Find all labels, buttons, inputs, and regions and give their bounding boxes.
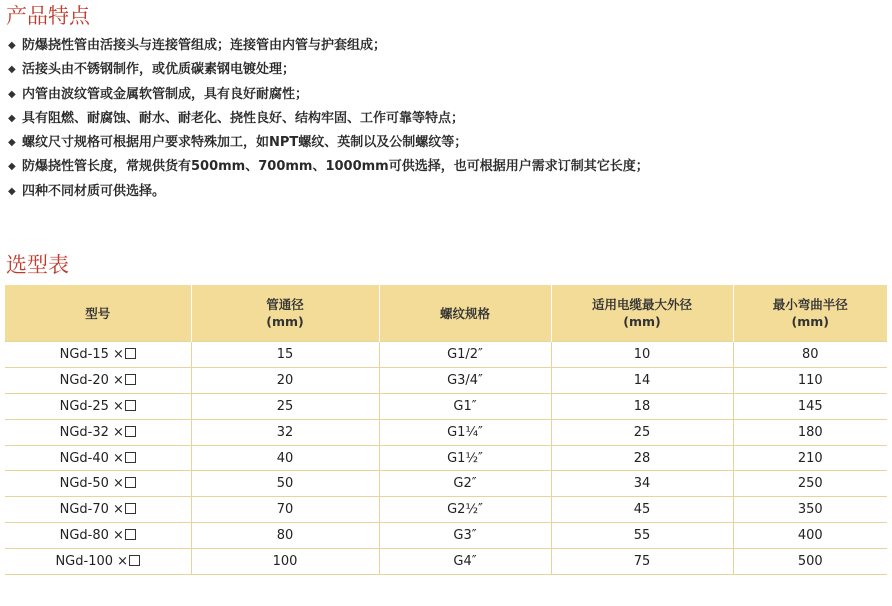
feature-text: 螺纹尺寸规格可根据用户要求特殊加工，如NPT螺纹、英制以及公制螺纹等；: [22, 135, 468, 151]
bore-cell: 70: [191, 497, 379, 523]
placeholder-box-icon: [125, 529, 136, 540]
thread-cell: G1″: [379, 393, 551, 419]
model-cell: NGd-80 ×: [5, 523, 191, 549]
feature-text: 活接头由不锈钢制作，或优质碳素钢电镀处理；: [22, 62, 296, 78]
diamond-bullet-icon: ◆: [8, 161, 16, 173]
bore-cell: 80: [191, 523, 379, 549]
model-cell: NGd-50 ×: [5, 471, 191, 497]
cable-cell: 18: [551, 393, 733, 419]
diamond-bullet-icon: ◆: [8, 64, 16, 76]
model-cell: NGd-100 ×: [5, 549, 191, 575]
radius-cell: 110: [733, 367, 887, 393]
bore-cell: 15: [191, 342, 379, 368]
selection-table: [5, 285, 887, 575]
table-row: [5, 471, 887, 497]
placeholder-box-icon: [125, 503, 136, 514]
feature-text: 防爆挠性管由活接头与连接管组成；连接管由内管与护套组成；: [22, 38, 387, 53]
feature-item: [8, 34, 649, 58]
placeholder-box-icon: [125, 426, 136, 437]
cable-cell: 34: [551, 471, 733, 497]
placeholder-box-icon: [125, 374, 136, 385]
feature-text: 具有阻燃、耐腐蚀、耐水、耐老化、挠性良好、结构牢固、工作可靠等特点；: [22, 110, 465, 126]
table-row: [5, 342, 887, 368]
bore-cell: 50: [191, 471, 379, 497]
thread-cell: G1½″: [379, 445, 551, 471]
table-row: [5, 549, 887, 575]
diamond-bullet-icon: ◆: [8, 112, 16, 124]
feature-text: 内管由波纹管或金属软管制成，具有良好耐腐性；: [22, 86, 309, 102]
table-row: [5, 367, 887, 393]
thread-cell: G3/4″: [379, 367, 551, 393]
diamond-bullet-icon: ◆: [8, 137, 16, 149]
thread-cell: G3″: [379, 523, 551, 549]
radius-cell: 350: [733, 497, 887, 523]
cable-cell: 75: [551, 549, 733, 575]
bore-cell: 25: [191, 393, 379, 419]
header-model: 型号: [5, 285, 191, 342]
diamond-bullet-icon: ◆: [8, 88, 16, 100]
table-row: [5, 523, 887, 549]
radius-cell: 80: [733, 342, 887, 368]
placeholder-box-icon: [125, 348, 136, 359]
header-cable-diameter: 适用电缆最大外径 (mm): [551, 285, 733, 342]
feature-item: [8, 58, 649, 82]
thread-cell: G2½″: [379, 497, 551, 523]
placeholder-box-icon: [129, 555, 140, 566]
placeholder-box-icon: [125, 400, 136, 411]
feature-item: [8, 155, 649, 179]
radius-cell: 500: [733, 549, 887, 575]
feature-text: 四种不同材质可供选择。: [22, 183, 166, 199]
model-cell: NGd-32 ×: [5, 419, 191, 445]
thread-cell: G4″: [379, 549, 551, 575]
thread-cell: G1¼″: [379, 419, 551, 445]
feature-item: [8, 180, 649, 204]
bore-cell: 100: [191, 549, 379, 575]
radius-cell: 400: [733, 523, 887, 549]
placeholder-box-icon: [125, 477, 136, 488]
cable-cell: 25: [551, 419, 733, 445]
cable-cell: 10: [551, 342, 733, 368]
radius-cell: 250: [733, 471, 887, 497]
features-heading: 产品特点: [6, 4, 90, 28]
selection-table-heading: 选型表: [6, 253, 69, 277]
thread-cell: G1/2″: [379, 342, 551, 368]
header-bend-radius: 最小弯曲半径 (mm): [733, 285, 887, 342]
feature-item: [8, 83, 649, 107]
table-row: [5, 419, 887, 445]
header-thread: 螺纹规格: [379, 285, 551, 342]
features-list: [8, 34, 649, 204]
feature-item: [8, 107, 649, 131]
bore-cell: 40: [191, 445, 379, 471]
radius-cell: 210: [733, 445, 887, 471]
diamond-bullet-icon: ◆: [8, 185, 16, 197]
header-bore: 管通径 (mm): [191, 285, 379, 342]
radius-cell: 145: [733, 393, 887, 419]
model-cell: NGd-70 ×: [5, 497, 191, 523]
model-cell: NGd-40 ×: [5, 445, 191, 471]
model-cell: NGd-20 ×: [5, 367, 191, 393]
table-row: [5, 393, 887, 419]
cable-cell: 14: [551, 367, 733, 393]
feature-text: 防爆挠性管长度，常规供货有500mm、700mm、1000mm可供选择，也可根据用户需求订制其它长度；: [22, 159, 649, 175]
cable-cell: 45: [551, 497, 733, 523]
cable-cell: 55: [551, 523, 733, 549]
radius-cell: 180: [733, 419, 887, 445]
table-row: [5, 497, 887, 523]
cable-cell: 28: [551, 445, 733, 471]
feature-item: [8, 131, 649, 155]
model-cell: NGd-15 ×: [5, 342, 191, 368]
thread-cell: G2″: [379, 471, 551, 497]
placeholder-box-icon: [125, 452, 136, 463]
table-row: [5, 445, 887, 471]
model-cell: NGd-25 ×: [5, 393, 191, 419]
diamond-bullet-icon: ◆: [8, 40, 16, 51]
bore-cell: 20: [191, 367, 379, 393]
table-header-row: [5, 285, 887, 342]
bore-cell: 32: [191, 419, 379, 445]
